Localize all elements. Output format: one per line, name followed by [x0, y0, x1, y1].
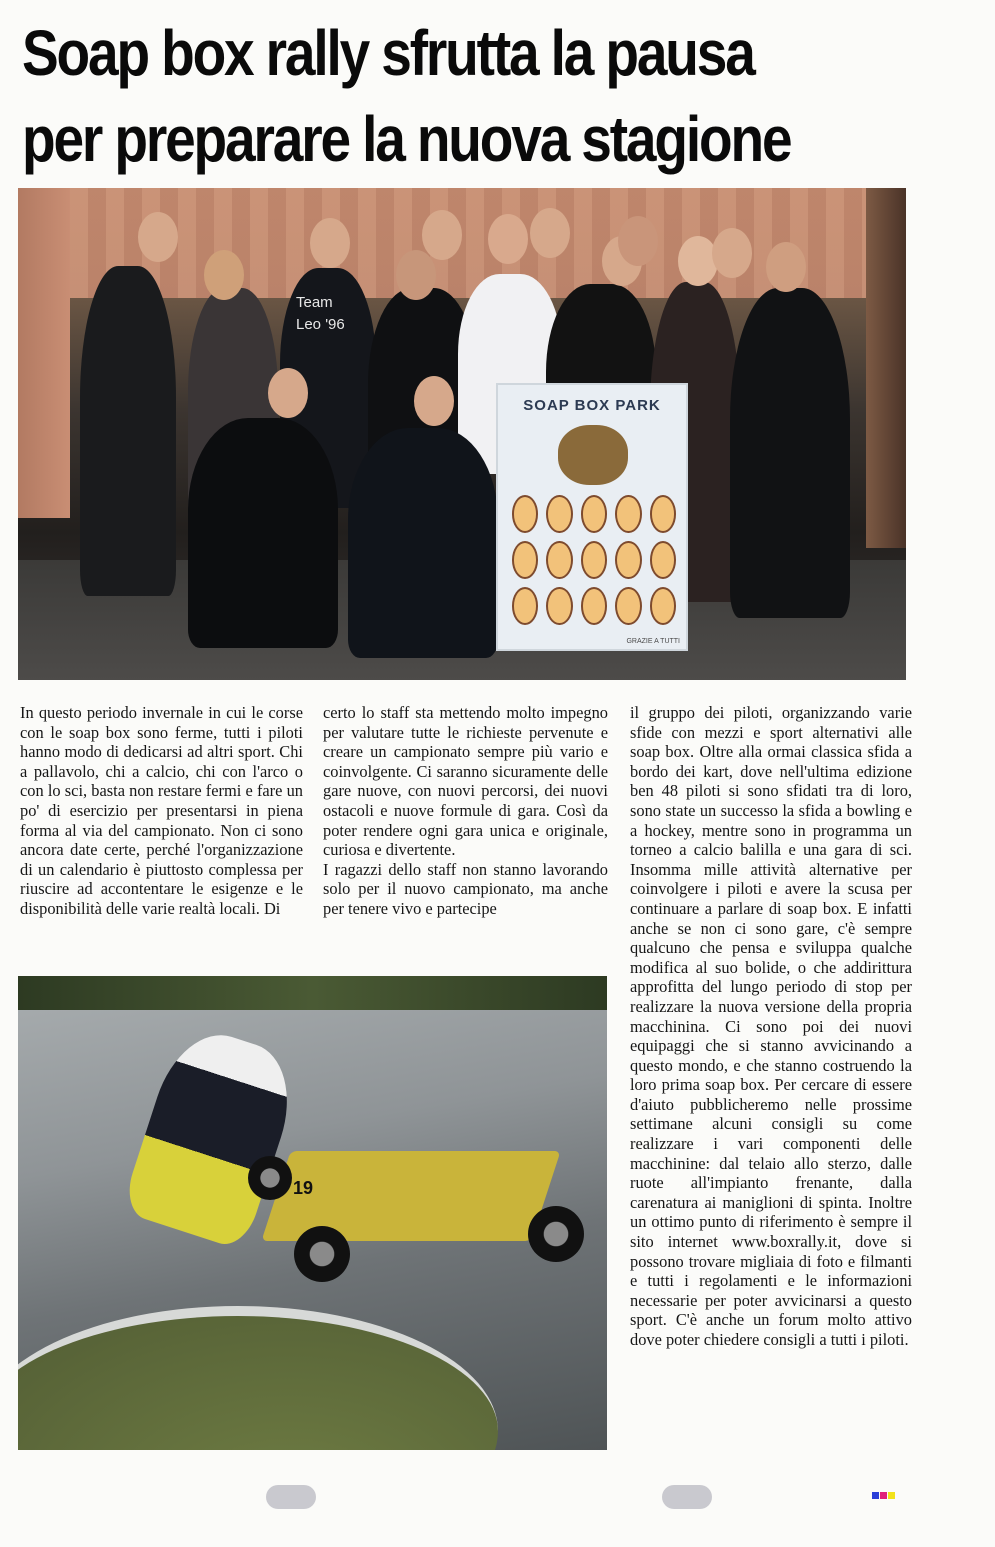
- shirt-print-line-1: Team: [296, 294, 333, 311]
- column-3-paragraph-1: il gruppo dei piloti, organizzando varie sfide con mezzi e sport alternativi alle soap box. Oltre alla ormai classica sfida a bordo dei kart, dove nell'ultima edizione ben 48 piloti si sono sfidati tra di loro, sono state un successo la sfida a bowling e a hockey, mentre sono in programma un torneo a calcio balilla e una gara di sci. Insomma mille attività alternative per coinvolgere i piloti e avere la scusa per continuare a parlare di soap box. E infatti anche se non ci sono gare, c'è sempre qualcuno che pensa e sviluppa qualche modifica al suo bolide, o che addirittura approfitta del lungo periodo di stop per realizzare la nuova versione della propria macchinina. Ci sono poi dei nuovi equipaggi che si stanno avvicinando a questo mondo, e che stanno costruendo la loro prima soap box. Per cercare di essere d'aiuto pubblicheremo nelle prossime settimane alcuni consigli su come realizzare i vari componenti delle macchinine: dal telaio allo sterzo, dalle ruote all'impianto frenante, dalla carenatura ai maniglioni di spinta. Inoltre un ottimo punto di riferimento è sempre il sito internet www.boxrally.it, dove si possono trovare migliaia di foto e filmanti e tutti i regolamenti e le informazioni necessarie per poter avvicinarsi a questo sport. C'è anche un forum molto attivo dove poter chiedere consigli a tutti i piloti.: [630, 703, 912, 1349]
- person-head: [414, 376, 454, 426]
- article-headline: [22, 10, 796, 182]
- print-color-marks: [872, 1492, 895, 1499]
- column-1-paragraph-1: In questo periodo invernale in cui le corse con le soap box sono ferme, tutti i piloti hanno modo di dedicarsi ad altri sport. Chi a pallavolo, chi a calcio, chi con l'arco o con lo sci, basta non restare fermi e fare un po' di esercizio per presentarsi in piena forma al via del campionato. Non ci sono ancora date certe, perché l'organizzazione di un calendario è piuttosto complessa per riuscire ad accontentare le esigenze e le disponibilità delle varie realtà locali. Di: [20, 703, 303, 918]
- article-column-1: [20, 703, 303, 919]
- poster-cartoon-face: [581, 495, 607, 533]
- headline-line-2: per preparare la nuova stagione: [22, 103, 791, 175]
- poster-cartoon-face: [581, 587, 607, 625]
- shirt-print: [296, 292, 366, 336]
- person-figure: [348, 428, 498, 658]
- poster-character-grid: [512, 495, 676, 625]
- soap-box-race-photo: [18, 976, 607, 1450]
- person-head: [396, 250, 436, 300]
- poster-cartoon-face: [512, 541, 538, 579]
- person-head: [530, 208, 570, 258]
- print-mark-yellow: [888, 1492, 895, 1499]
- poster-cartoon-face: [650, 495, 676, 533]
- person-head: [310, 218, 350, 268]
- poster-cartoon-face: [546, 541, 572, 579]
- person-head: [712, 228, 752, 278]
- person-figure: [188, 418, 338, 648]
- photo-road-curb: [18, 1306, 498, 1450]
- person-head: [678, 236, 718, 286]
- poster-cartoon-face: [546, 495, 572, 533]
- poster-cartoon-face: [615, 541, 641, 579]
- person-head: [204, 250, 244, 300]
- poster-cartoon-face: [512, 495, 538, 533]
- poster-cartoon-face: [650, 587, 676, 625]
- person-head: [766, 242, 806, 292]
- page-decoration-pill: [662, 1485, 712, 1509]
- person-figure: [80, 266, 176, 596]
- poster-cartoon-character: [558, 425, 628, 485]
- poster-footer: GRAZIE A TUTTI: [626, 638, 680, 645]
- print-mark-magenta: [880, 1492, 887, 1499]
- photo-curtain-right: [866, 188, 906, 548]
- headline-line-1: Soap box rally sfrutta la pausa: [22, 17, 754, 89]
- kart-wheel: [248, 1156, 292, 1200]
- person-head: [268, 368, 308, 418]
- poster-cartoon-face: [581, 541, 607, 579]
- poster-cartoon-face: [512, 587, 538, 625]
- poster-cartoon-face: [615, 495, 641, 533]
- column-2-paragraph-1: certo lo staff sta mettendo molto impegno per valutare tutte le richieste pervenute e creare un campionato sempre più vario e coinvolgente. Ci saranno sicuramente delle gare nuove, con nuovi percorsi, dei nuovi ostacoli e nuove formule di gara. Così da poter rendere ogni gara unica e originale, curiosa e divertente.: [323, 703, 608, 860]
- soap-box-park-poster: [496, 383, 688, 651]
- kart-number: 19: [293, 1178, 314, 1198]
- print-mark-blue: [872, 1492, 879, 1499]
- photo-curtain-left: [18, 188, 70, 518]
- poster-title: SOAP BOX PARK: [523, 397, 661, 414]
- photo-treeline: [18, 976, 607, 1010]
- poster-cartoon-face: [546, 587, 572, 625]
- person-head: [618, 216, 658, 266]
- shirt-print-line-2: Leo '96: [296, 316, 345, 333]
- poster-cartoon-face: [650, 541, 676, 579]
- group-photo: [18, 188, 906, 680]
- page-decoration-pill: [266, 1485, 316, 1509]
- kart-wheel: [528, 1206, 584, 1262]
- person-head: [488, 214, 528, 264]
- article-column-2: [323, 703, 608, 919]
- person-figure: [730, 288, 850, 618]
- article-column-3: [630, 703, 912, 1350]
- person-head: [422, 210, 462, 260]
- kart-wheel: [294, 1226, 350, 1282]
- person-head: [138, 212, 178, 262]
- column-2-paragraph-2: I ragazzi dello staff non stanno lavorando solo per il nuovo campionato, ma anche per tenere vivo e partecipe: [323, 859, 608, 918]
- poster-cartoon-face: [615, 587, 641, 625]
